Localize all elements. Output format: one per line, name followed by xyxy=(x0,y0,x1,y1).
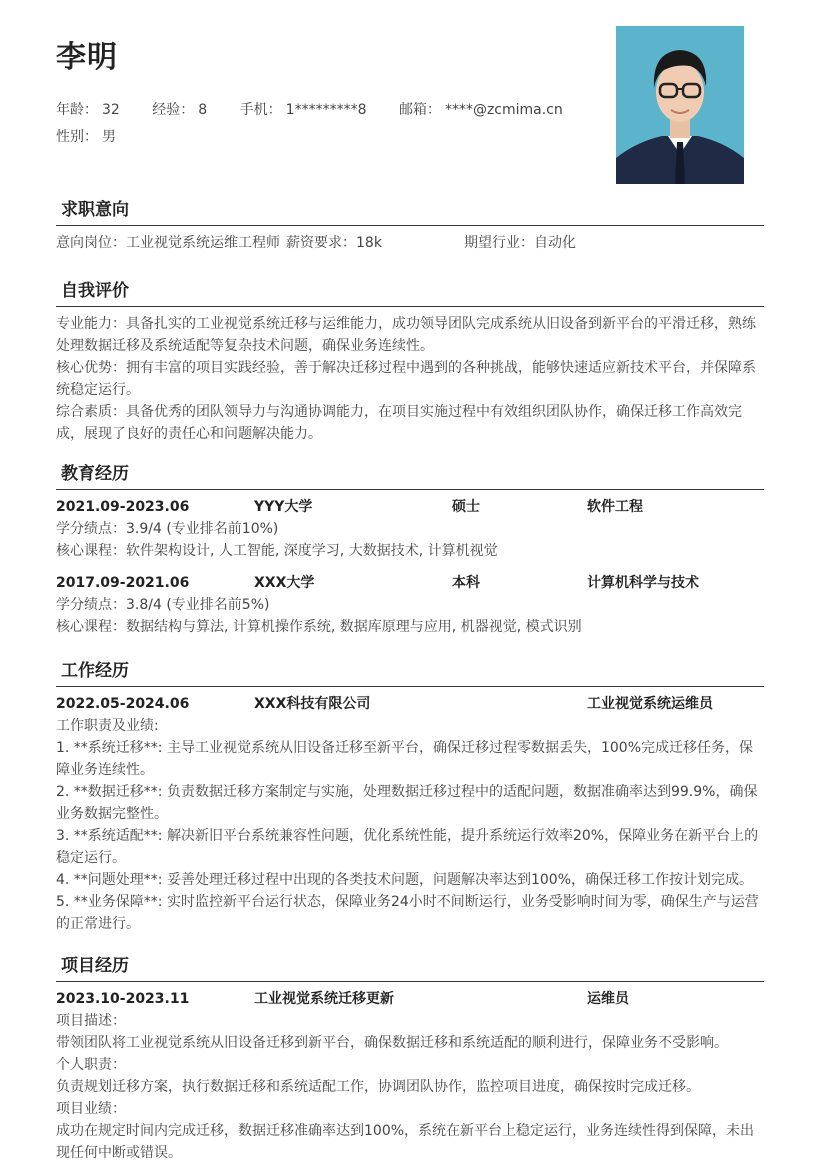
work-company: XXX科技有限公司 xyxy=(254,696,371,712)
section-title: 教育经历 xyxy=(56,459,764,490)
section-title: 自我评价 xyxy=(56,276,764,307)
phone-info: 手机： 1*********8 xyxy=(239,102,367,118)
work-role: 工业视觉系统运维员 xyxy=(587,696,713,712)
education-section xyxy=(56,459,764,638)
project-duty: 负责规划迁移方案，执行数据迁移和系统适配工作，协调团队协作，监控项目进度，确保按时完成迁移。 xyxy=(56,1079,700,1095)
email-info: 邮箱： ****@zcmima.cn xyxy=(398,102,563,118)
edu-major: 计算机科学与技术 xyxy=(587,575,699,591)
project-result: 成功在规定时间内完成迁移，数据迁移准确率达到100%，系统在新平台上稳定运行，业务连续性得到保障，未出现任何中断或错误。 xyxy=(56,1123,755,1161)
age-info: 年龄： 32 xyxy=(56,102,120,118)
gender-info: 性别： 男 xyxy=(56,129,116,145)
section-title: 求职意向 xyxy=(56,195,764,226)
edu-period: 2017.09-2021.06 xyxy=(56,575,190,591)
gender-info-row xyxy=(56,127,144,147)
edu-period: 2021.09-2023.06 xyxy=(56,499,190,515)
work-item: 3. **系统适配**: 解决新旧平台系统兼容性问题，优化系统性能，提升系统运行效率20%，保障业务在新平台上的稳定运行。 xyxy=(56,828,759,866)
project-role: 运维员 xyxy=(587,991,629,1007)
self-evaluation-section xyxy=(56,276,764,445)
portrait-image xyxy=(616,26,744,184)
profile-photo xyxy=(616,26,744,184)
project-period: 2023.10-2023.11 xyxy=(56,991,190,1007)
edu-school: XXX大学 xyxy=(254,575,315,591)
section-title: 工作经历 xyxy=(56,656,764,687)
work-item: 1. **系统迁移**: 主导工业视觉系统从旧设备迁移至新平台，确保迁移过程零数据丢失，100%完成迁移任务，保障业务连续性。 xyxy=(56,740,753,778)
project-desc-label: 项目描述： xyxy=(56,1013,126,1029)
intent-industry: 期望行业：自动化 xyxy=(464,235,576,251)
edu-major: 软件工程 xyxy=(587,499,643,515)
project-duty-label: 个人职责： xyxy=(56,1057,126,1073)
edu-gpa: 学分绩点：3.9/4 (专业排名前10%) xyxy=(56,521,279,537)
intent-salary: 薪资要求：18k xyxy=(286,235,382,251)
self-eval-paragraph: 核心优势：拥有丰富的项目实践经验，善于解决迁移过程中遇到的各种挑战，能够快速适应新技术平台，并保障系统稳定运行。 xyxy=(56,360,756,398)
education-entry-header xyxy=(56,572,764,594)
edu-degree: 硕士 xyxy=(452,499,480,515)
project-desc: 带领团队将工业视觉系统从旧设备迁移到新平台，确保数据迁移和系统适配的顺利进行，保障业务不受影响。 xyxy=(56,1035,728,1051)
edu-school: YYY大学 xyxy=(254,499,313,515)
work-section xyxy=(56,656,764,935)
self-eval-paragraph: 专业能力：具备扎实的工业视觉系统迁移与运维能力，成功领导团队完成系统从旧设备到新平台的平滑迁移，熟练处理数据迁移及系统适配等复杂技术问题，确保业务连续性。 xyxy=(56,316,756,354)
self-evaluation-text xyxy=(56,313,764,445)
project-section xyxy=(56,951,764,1164)
section-title: 项目经历 xyxy=(56,951,764,982)
work-entry-header xyxy=(56,693,764,715)
work-item: 2. **数据迁移**: 负责数据迁移方案制定与实施，处理数据迁移过程中的适配问题，数据准确率达到99.9%，确保业务数据完整性。 xyxy=(56,784,758,822)
edu-courses: 核心课程：软件架构设计, 人工智能, 深度学习, 大数据技术, 计算机视觉 xyxy=(56,543,498,559)
project-entry-header xyxy=(56,988,764,1010)
basic-info-row xyxy=(56,100,591,120)
edu-courses: 核心课程：数据结构与算法, 计算机操作系统, 数据库原理与应用, 机器视觉, 模式识别 xyxy=(56,619,582,635)
work-item: 4. **问题处理**: 妥善处理迁移过程中出现的各类技术问题，问题解决率达到100%，确保迁移工作按计划完成。 xyxy=(56,872,753,888)
job-intent-section xyxy=(56,195,764,254)
candidate-name: 李明 xyxy=(56,40,118,75)
edu-degree: 本科 xyxy=(452,575,480,591)
work-intro: 工作职责及业绩: xyxy=(56,718,159,734)
project-result-label: 项目业绩： xyxy=(56,1101,126,1117)
education-entry-header xyxy=(56,496,764,518)
experience-info: 经验： 8 xyxy=(152,102,208,118)
intent-position: 意向岗位：工业视觉系统运维工程师 xyxy=(56,235,280,251)
self-eval-paragraph: 综合素质：具备优秀的团队领导力与沟通协调能力，在项目实施过程中有效组织团队协作，确保迁移工作高效完成，展现了良好的责任心和问题解决能力。 xyxy=(56,404,742,442)
work-period: 2022.05-2024.06 xyxy=(56,696,190,712)
project-name: 工业视觉系统迁移更新 xyxy=(254,991,394,1007)
intent-row xyxy=(56,232,764,254)
edu-gpa: 学分绩点：3.8/4 (专业排名前5%) xyxy=(56,597,270,613)
work-item: 5. **业务保障**: 实时监控新平台运行状态，保障业务24小时不间断运行，业务受影响时间为零，确保生产与运营的正常进行。 xyxy=(56,894,759,932)
